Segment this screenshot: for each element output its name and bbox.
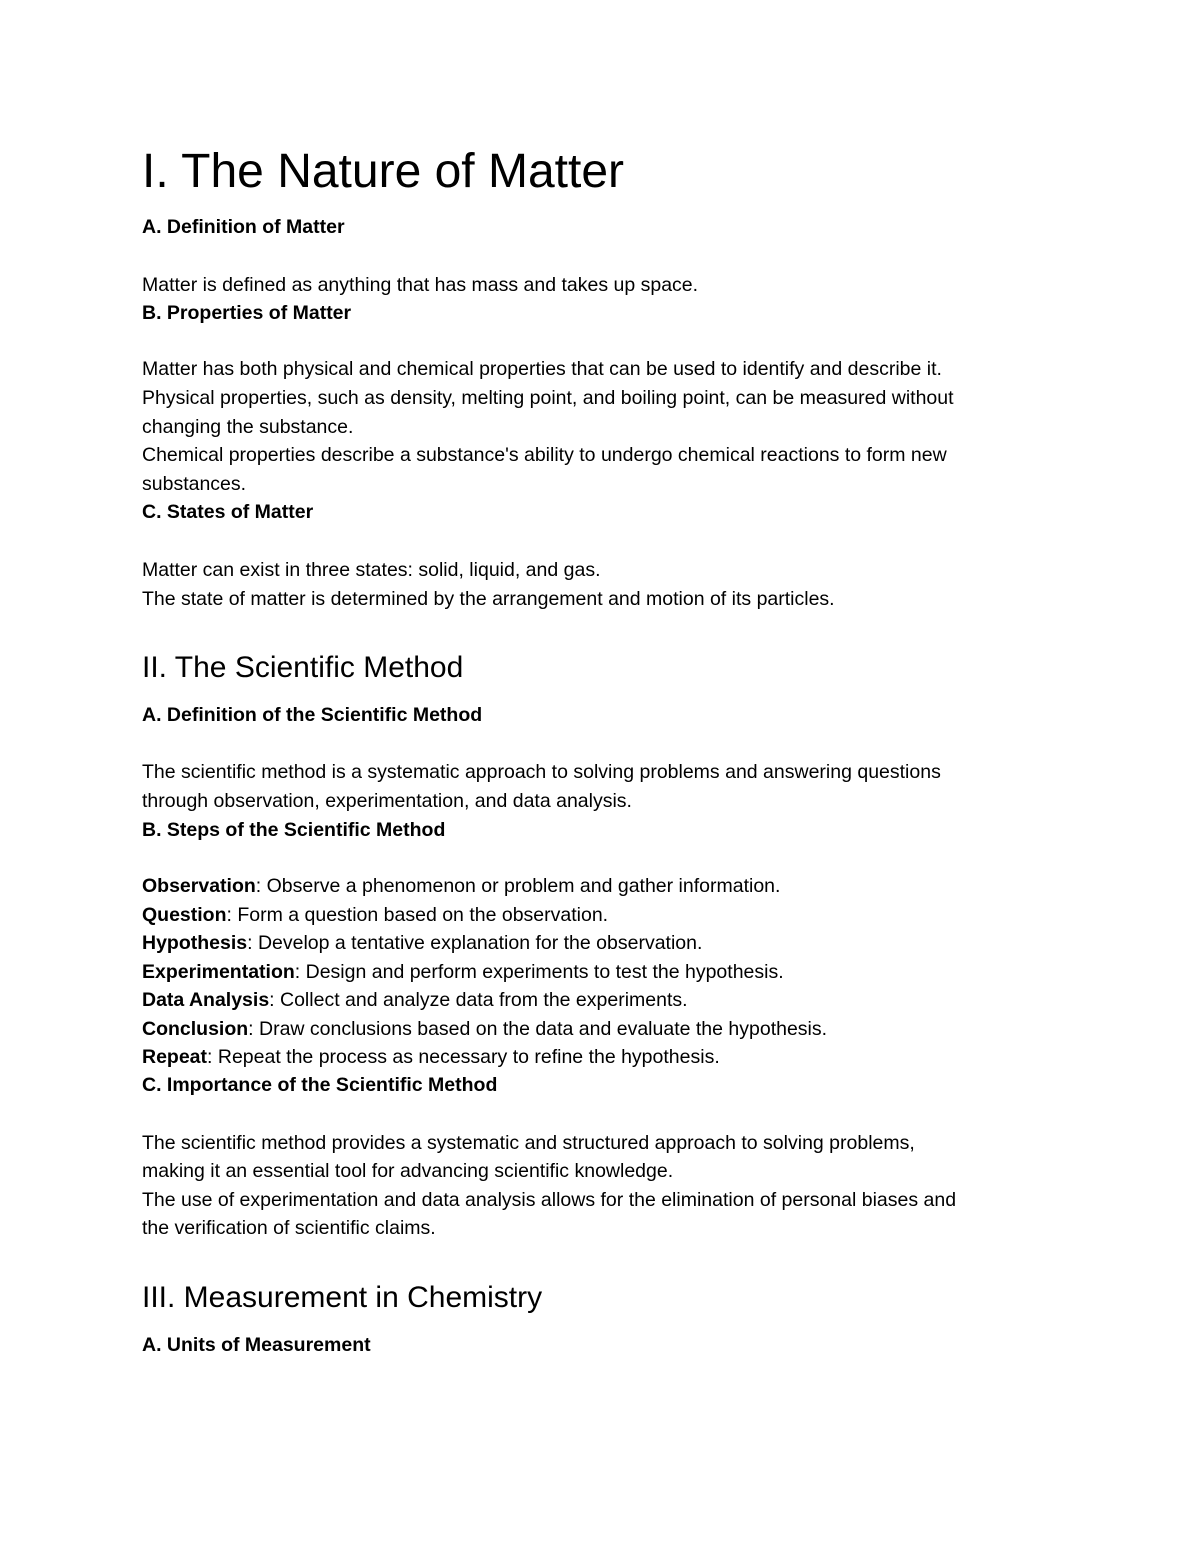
step-line bbox=[142, 901, 608, 929]
step-term: Conclusion bbox=[142, 1018, 249, 1040]
paragraph-line: The state of matter is determined by the arrangement and motion of its particles. bbox=[142, 588, 835, 610]
step-term: Question bbox=[142, 904, 227, 926]
subsection-heading: A. Definition of the Scientific Method bbox=[142, 704, 483, 726]
step-line bbox=[142, 1043, 720, 1071]
step-text: : Repeat the process as necessary to refine the hypothesis. bbox=[207, 1046, 720, 1068]
step-term: Experimentation bbox=[142, 961, 295, 983]
step-text: : Collect and analyze data from the experiments. bbox=[269, 989, 688, 1011]
step-line bbox=[142, 1015, 827, 1043]
step-line bbox=[142, 872, 780, 900]
subsection-heading: B. Steps of the Scientific Method bbox=[142, 819, 446, 841]
section-title: II. The Scientific Method bbox=[142, 651, 464, 684]
section-title: III. Measurement in Chemistry bbox=[142, 1281, 543, 1314]
subsection-heading: A. Definition of Matter bbox=[142, 216, 345, 238]
paragraph-line: The use of experimentation and data analysis allows for the elimination of personal biases and bbox=[142, 1189, 957, 1211]
step-text: : Design and perform experiments to test the hypothesis. bbox=[294, 961, 784, 983]
paragraph-line: The scientific method provides a systematic and structured approach to solving problems, bbox=[142, 1132, 915, 1154]
subsection-heading: C. States of Matter bbox=[142, 501, 314, 523]
paragraph-line: Physical properties, such as density, melting point, and boiling point, can be measured without bbox=[142, 387, 954, 409]
paragraph-line: The scientific method is a systematic approach to solving problems and answering questions bbox=[142, 761, 941, 783]
paragraph-line: Matter can exist in three states: solid, liquid, and gas. bbox=[142, 559, 601, 581]
paragraph-line: the verification of scientific claims. bbox=[142, 1217, 436, 1239]
subsection-heading: B. Properties of Matter bbox=[142, 302, 352, 324]
paragraph-line: making it an essential tool for advancing scientific knowledge. bbox=[142, 1160, 674, 1182]
step-text: : Draw conclusions based on the data and evaluate the hypothesis. bbox=[248, 1018, 828, 1040]
section-title: I. The Nature of Matter bbox=[142, 145, 624, 198]
paragraph-line: substances. bbox=[142, 473, 247, 495]
step-text: : Develop a tentative explanation for the observation. bbox=[247, 932, 703, 954]
step-term: Data Analysis bbox=[142, 989, 270, 1011]
subsection-heading: A. Units of Measurement bbox=[142, 1334, 371, 1356]
step-term: Observation bbox=[142, 875, 256, 897]
step-text: : Observe a phenomenon or problem and gather information. bbox=[255, 875, 781, 897]
paragraph-line: through observation, experimentation, and data analysis. bbox=[142, 790, 632, 812]
step-line bbox=[142, 929, 702, 957]
step-line bbox=[142, 958, 784, 986]
step-text: : Form a question based on the observation. bbox=[226, 904, 609, 926]
paragraph-line: changing the substance. bbox=[142, 416, 354, 438]
step-line bbox=[142, 986, 688, 1014]
step-term: Repeat bbox=[142, 1046, 208, 1068]
paragraph-line: Matter has both physical and chemical properties that can be used to identify and describe it. bbox=[142, 358, 942, 380]
step-term: Hypothesis bbox=[142, 932, 248, 954]
subsection-heading: C. Importance of the Scientific Method bbox=[142, 1074, 498, 1096]
paragraph-line: Matter is defined as anything that has mass and takes up space. bbox=[142, 274, 699, 296]
paragraph-line: Chemical properties describe a substance's ability to undergo chemical reactions to form new bbox=[142, 444, 947, 466]
